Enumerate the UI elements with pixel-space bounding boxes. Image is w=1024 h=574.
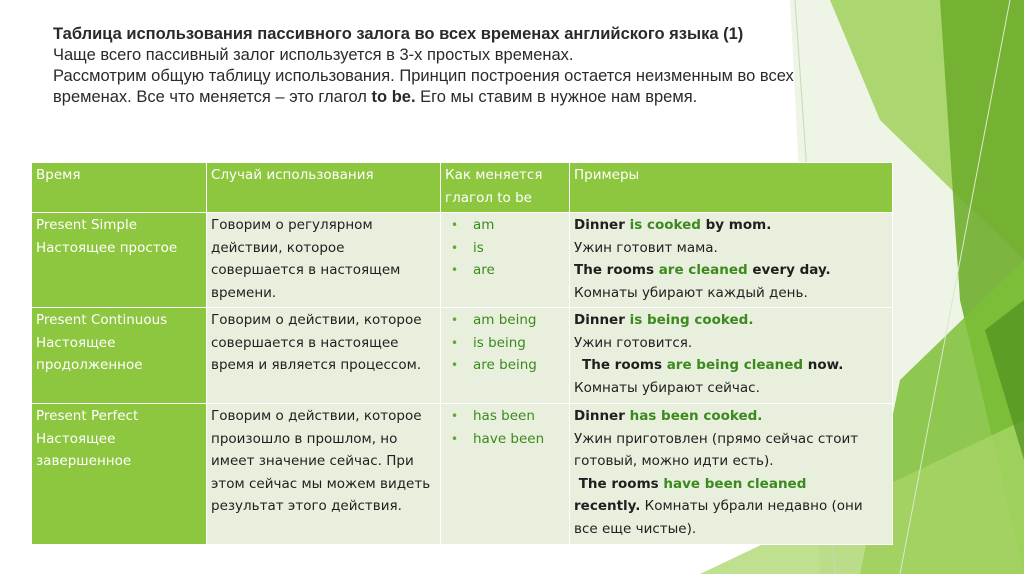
usage-cell: Говорим о действии, которое совершается в настоящее время и является процессом. [207, 308, 441, 404]
verb-item: • are being [445, 354, 565, 377]
example-verb: are being cleaned [666, 357, 804, 373]
tense-name-en: Present Perfect [36, 408, 139, 424]
usage-cell: Говорим о действии, которое произошло в прошлом, но имеет значение сейчас. При этом сейчас мы можем видеть результат этого действия. [207, 404, 441, 545]
example-subject: Dinner [574, 408, 630, 424]
example-subject: The rooms [582, 357, 667, 373]
header-to-be: Как меняется глагол to be [441, 163, 570, 213]
example-rest: by mom. [700, 217, 772, 233]
intro-text-end: Его мы ставим в нужное нам время. [415, 88, 698, 106]
example-sentence [574, 405, 888, 428]
verbs-cell [441, 404, 570, 545]
tense-name-en: Present Continuous [36, 312, 168, 328]
verb-list [445, 309, 565, 377]
verbs-cell [441, 308, 570, 404]
table-header-row [32, 163, 893, 213]
example-translation: Комнаты убрали недавно (они все еще чистые). [574, 498, 863, 537]
examples-cell [570, 404, 893, 545]
tense-name-ru: Настоящее простое [36, 239, 178, 256]
example-translation: Комнаты убирают каждый день. [574, 284, 808, 301]
slide-heading [53, 24, 813, 108]
tense-name-ru: Настоящее завершенное [36, 430, 132, 469]
verb-item: • are [445, 259, 565, 282]
example-rest: every day. [747, 262, 831, 278]
intro-to-be: to be. [371, 88, 416, 106]
tense-cell [32, 308, 207, 404]
slide-intro-paragraph [53, 66, 813, 108]
verb-item: • has been [445, 405, 565, 428]
example-translation: Комнаты убирают сейчас. [574, 379, 760, 396]
verb-item: • am being [445, 309, 565, 332]
tense-cell [32, 213, 207, 308]
verb-item: • is being [445, 332, 565, 355]
example-sentence [574, 473, 888, 541]
usage-cell: Говорим о регулярном действии, которое совершается в настоящем времени. [207, 213, 441, 308]
example-sentence [574, 309, 888, 332]
examples-cell [570, 213, 893, 308]
table-row [32, 308, 893, 404]
example-verb: is being cooked. [629, 312, 754, 328]
example-subject: The rooms [574, 262, 659, 278]
example-subject: The rooms [578, 475, 664, 492]
header-examples: Примеры [570, 163, 893, 213]
examples-cell [570, 308, 893, 404]
example-translation: Ужин готовит мама. [574, 239, 718, 256]
example-verb: are cleaned [658, 262, 748, 278]
verb-list [445, 214, 565, 282]
example-translation: Ужин готовится. [574, 334, 693, 351]
example-verb: has been cooked. [629, 408, 763, 424]
header-tense: Время [32, 163, 207, 213]
verb-item: • have been [445, 428, 565, 451]
example-verb: have been cleaned [663, 475, 807, 492]
header-usage: Случай использования [207, 163, 441, 213]
tense-name-en: Present Simple [36, 217, 138, 233]
slide-intro-line: Чаще всего пассивный залог используется в 3-х простых временах. [53, 46, 574, 64]
verb-list [445, 405, 565, 450]
intro-text: Рассмотрим общую таблицу использования. Принцип построения остается неизменным во всех временах. Все что меняется – это глагол [53, 67, 794, 106]
table-row [32, 404, 893, 545]
example-sentence [574, 214, 888, 237]
verb-item: • is [445, 237, 565, 260]
passive-voice-table [31, 162, 893, 545]
verb-item: • am [445, 214, 565, 237]
example-rest: now. [803, 357, 844, 373]
example-sentence [574, 259, 888, 282]
verbs-cell [441, 213, 570, 308]
tense-cell [32, 404, 207, 545]
tense-name-ru: Настоящее продолженное [36, 334, 143, 373]
example-subject: Dinner [574, 217, 630, 233]
slide-title: Таблица использования пассивного залога во всех временах английского языка (1) [53, 25, 744, 43]
example-translation: Ужин приготовлен (прямо сейчас стоит готовый, можно идти есть). [574, 430, 859, 469]
table-row [32, 213, 893, 308]
example-rest: recently. [574, 498, 641, 514]
example-verb: is cooked [629, 217, 701, 233]
example-subject: Dinner [574, 312, 630, 328]
example-sentence [574, 354, 888, 377]
